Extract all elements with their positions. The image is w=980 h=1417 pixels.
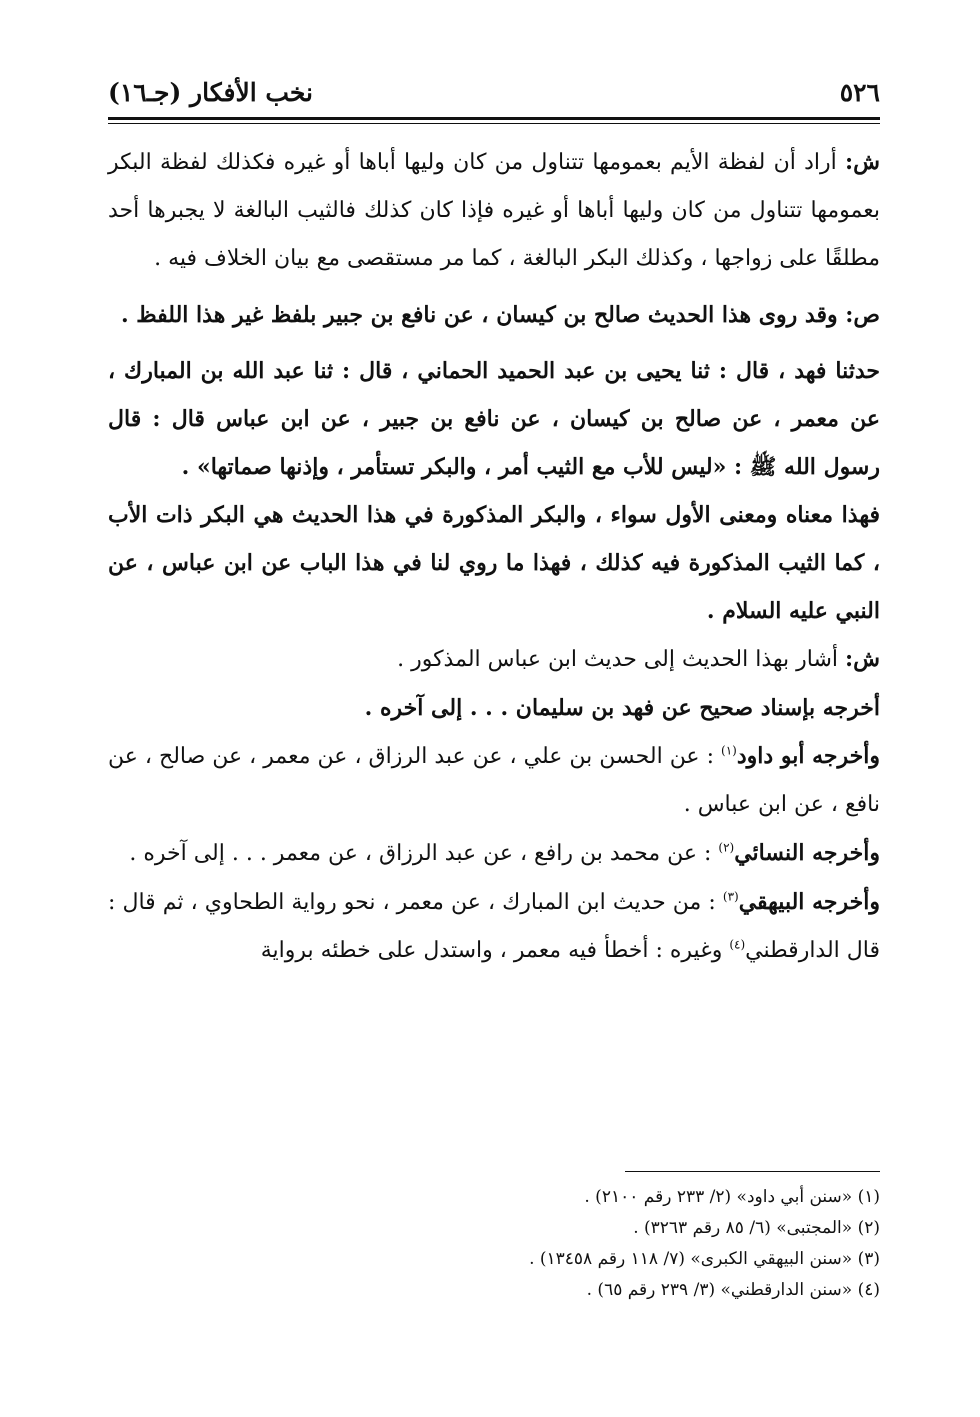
footnote-1: (١) «سنن أبي داود» (٢/ ٢٣٣ رقم ٢١٠٠) .: [584, 1187, 880, 1207]
commentary-marker: ش:: [845, 646, 880, 672]
paragraph-commentary-1: [108, 138, 880, 283]
header-rule-thick: [108, 117, 880, 120]
paragraph-abu-dawud: [108, 732, 880, 829]
main-text: [108, 138, 880, 975]
footnote-ref[interactable]: (٤): [729, 937, 746, 952]
footnote-4: (٤) «سنن الدارقطني» (٣/ ٢٣٩ رقم ٦٥) .: [586, 1280, 880, 1300]
paragraph-isnad-note: [108, 684, 880, 732]
paragraph-text: أشار بهذا الحديث إلى حديث ابن عباس المذكور .: [397, 647, 839, 672]
footnote-ref[interactable]: (٢): [718, 840, 735, 855]
paragraph-text: : من حديث ابن المبارك ، عن معمر ، نحو رواية الطحاوي ، ثم قال : قال الدارقطني: [108, 890, 880, 963]
paragraph-hadith-chain: [108, 347, 880, 491]
source-label: وأخرجه البيهقي: [738, 889, 881, 915]
paragraph-bayhaqi: [108, 878, 880, 975]
source-label: وأخرجه النسائي: [734, 840, 880, 866]
paragraph-matn-1: [108, 291, 880, 339]
footnote-3: (٣) «سنن البيهقي الكبرى» (٧/ ١١٨ رقم ١٣٤٥٨) .: [529, 1249, 880, 1269]
paragraph-nasai: [108, 829, 880, 878]
paragraph-matn-2: [108, 491, 880, 635]
paragraph-text: فهذا معناه ومعنى الأول سواء ، والبكر المذكورة في هذا الحديث هي البكر ذات الأب ، كما الثيب المذكورة فيه كذلك ، فهذا ما روي لنا في هذا الباب عن ابن عباس ، عن النبي عليه السلام .: [108, 502, 880, 624]
page-header: [108, 70, 880, 114]
matn-marker: ص:: [845, 302, 880, 328]
paragraph-text: وغيره : أخطأ فيه معمر ، واستدل على خطئه برواية: [260, 938, 723, 963]
paragraph-text: : عن محمد بن رافع ، عن عبد الرزاق ، عن معمر . . . إلى آخره .: [129, 841, 712, 866]
footnote-2: (٢) «المجتبى» (٦/ ٨٥ رقم ٣٢٦٣) .: [633, 1218, 880, 1238]
paragraph-text: أخرجه بإسناد صحيح عن فهد بن سليمان . . . إلى آخره .: [364, 695, 880, 721]
footnote-ref[interactable]: (١): [721, 743, 737, 758]
commentary-marker: ش:: [845, 149, 880, 175]
paragraph-commentary-2: [108, 635, 880, 684]
footnote-ref[interactable]: (٣): [722, 889, 739, 904]
footnotes: [108, 1182, 880, 1306]
paragraph-text: : عن الحسن بن علي ، عن عبد الرزاق ، عن معمر ، عن صالح ، عن نافع ، عن ابن عباس .: [108, 744, 880, 817]
paragraph-text: وقد روى هذا الحديث صالح بن كيسان ، عن نافع بن جبير بلفظ غير هذا اللفظ .: [120, 302, 838, 328]
book-title: نخب الأفكار (جـ١٦): [108, 77, 314, 107]
source-label: وأخرجه أبو داود: [736, 743, 880, 769]
paragraph-text: حدثنا فهد ، قال : ثنا يحيى بن عبد الحميد الحماني ، قال : ثنا عبد الله بن المبارك ، عن معمر ، عن صالح بن كيسان ، عن نافع بن جبير ، عن ابن عباس قال : قال رسول الله ﷺ : «ليس للأب مع الثيب أمر ، والبكر تستأمر ، وإذنها صماتها» .: [108, 358, 880, 480]
footnote-separator: [625, 1171, 880, 1172]
header-rule-thin: [108, 123, 880, 124]
page-number: ٥٢٦: [839, 77, 880, 107]
paragraph-text: أراد أن لفظة الأيم بعمومها تتناول من كان وليها أباها أو غيره فكذلك لفظة البكر بعمومها تتناول من كان وليها أباها أو غيره فإذا كان كذلك فالثيب البالغة لا يجبرها أحد مطلقًا على زواجها ، وكذلك البكر البالغة ، كما مر مستقصى مع بيان الخلاف فيه .: [108, 150, 880, 271]
